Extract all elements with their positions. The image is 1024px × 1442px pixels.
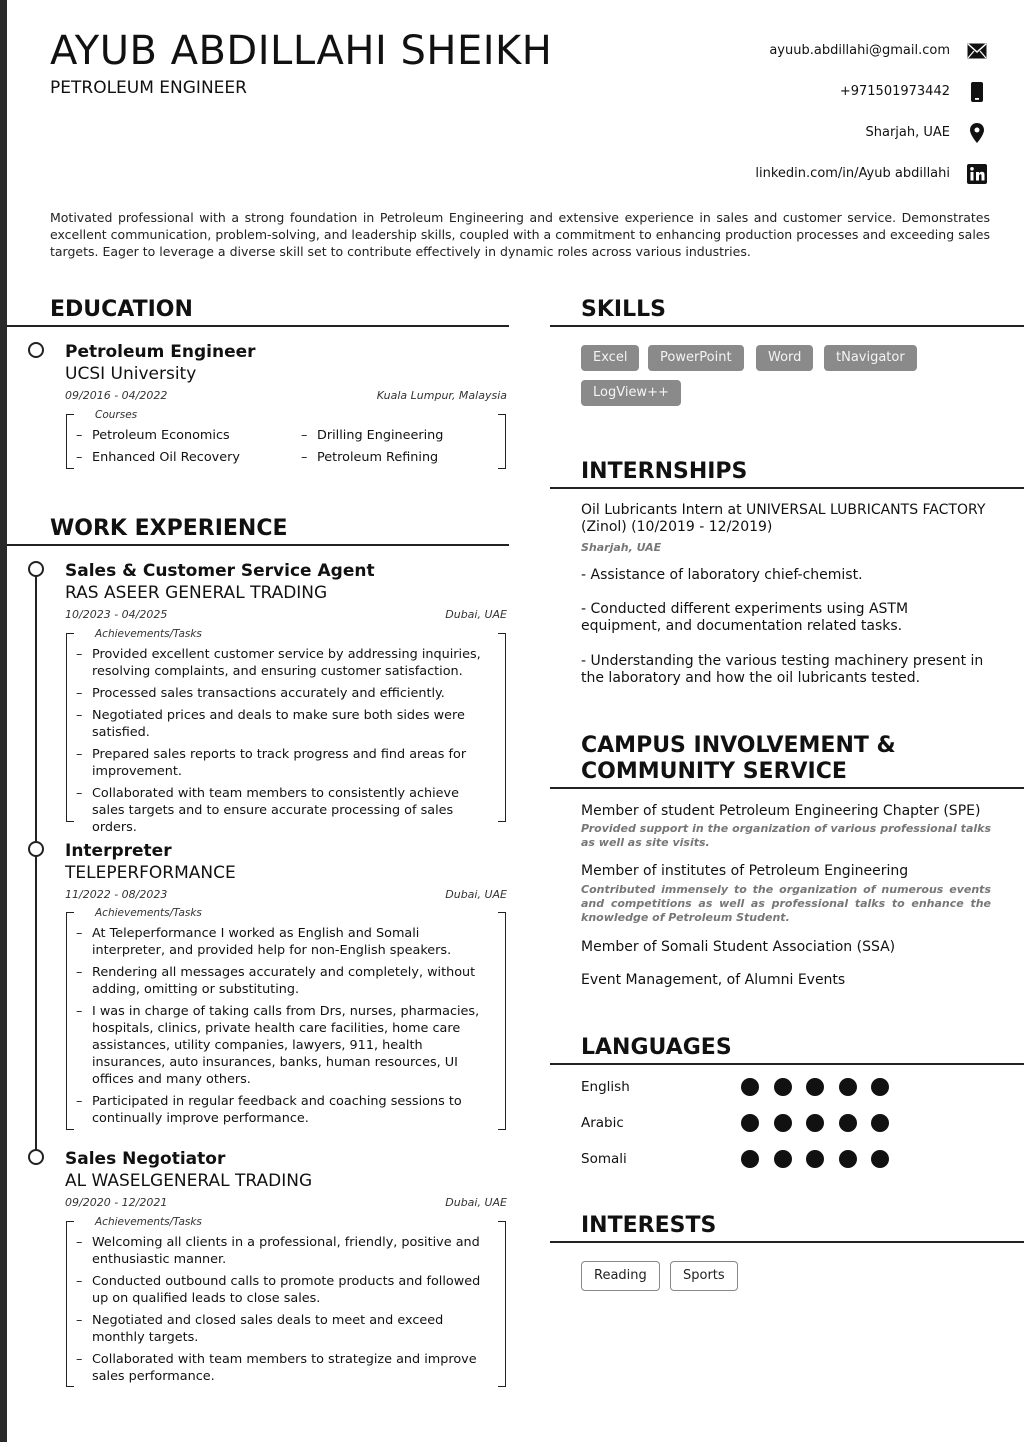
- work-heading: WORK EXPERIENCE: [50, 516, 288, 541]
- skills-heading: SKILLS: [581, 297, 666, 322]
- candidate-name: AYUB ABDILLAHI SHEIKH: [50, 28, 553, 74]
- internship-point: - Assistance of laboratory chief-chemist.: [581, 567, 863, 583]
- envelope-icon: [966, 40, 988, 62]
- task-item: – Conducted outbound calls to promote products and followed up on qualified leads to close sales.: [76, 1273, 492, 1307]
- tasks-label: Achievements/Tasks: [95, 1216, 202, 1228]
- courses-box: [66, 409, 506, 469]
- job-dates: 09/2020 - 12/2021: [65, 1196, 168, 1209]
- task-item: – Negotiated prices and deals to make sure both sides were satisfied.: [76, 707, 492, 741]
- task-item: – Participated in regular feedback and coaching sessions to continually improve performance.: [76, 1093, 492, 1127]
- tasks-box: [66, 628, 506, 835]
- course-item: – Drilling Engineering: [301, 427, 501, 444]
- course-item: – Petroleum Refining: [301, 449, 501, 466]
- level-dot: [741, 1078, 759, 1096]
- level-dot: [806, 1150, 824, 1168]
- location-text: Sharjah, UAE: [865, 125, 950, 140]
- level-dot: [741, 1114, 759, 1132]
- campus-item-title: Member of Somali Student Association (SSA): [581, 939, 896, 955]
- job-location: Dubai, UAE: [445, 608, 507, 621]
- job-location: Dubai, UAE: [445, 1196, 507, 1209]
- job-entry: [65, 841, 507, 901]
- level-dot: [871, 1114, 889, 1132]
- interest-chip: Sports: [670, 1261, 738, 1291]
- contact-location: [588, 112, 988, 153]
- tasks-label: Achievements/Tasks: [95, 628, 202, 640]
- task-item: – Processed sales transactions accurately and efficiently.: [76, 685, 492, 702]
- task-item: – Provided excellent customer service by addressing inquiries, resolving complaints, and ensuring customer satisfaction.: [76, 646, 492, 680]
- language-row: [581, 1078, 904, 1096]
- job-dot: [28, 1149, 44, 1165]
- tasks-box: [66, 1216, 506, 1387]
- level-dot: [871, 1078, 889, 1096]
- tasks-label: Achievements/Tasks: [95, 907, 202, 919]
- internships-rule: [550, 487, 1024, 489]
- education-location: Kuala Lumpur, Malaysia: [376, 389, 507, 402]
- left-accent-bar: [0, 0, 7, 1442]
- language-row: [581, 1114, 904, 1132]
- education-dates: 09/2016 - 04/2022: [65, 389, 168, 402]
- job-role: Interpreter: [65, 841, 172, 861]
- level-dot: [774, 1078, 792, 1096]
- task-item: – Welcoming all clients in a professional, friendly, positive and enthusiastic manner.: [76, 1234, 492, 1268]
- campus-item-title: Member of institutes of Petroleum Engineering: [581, 863, 909, 879]
- campus-item-title: Event Management, of Alumni Events: [581, 972, 846, 988]
- profile-summary: Motivated professional with a strong foundation in Petroleum Engineering and extensive experience in sales and customer service. Demonstrates excellent communication, problem-solving, and leadership skills, coupled with a commitment to enhancing production processes and exceeding sales targets. Eager to leverage a diverse skill set to contribute effectively in dynamic roles across various industries.: [50, 210, 990, 259]
- campus-rule: [550, 787, 1024, 789]
- language-name: Somali: [581, 1151, 627, 1167]
- education-dot: [28, 342, 44, 358]
- level-dot: [839, 1150, 857, 1168]
- job-role: Sales & Customer Service Agent: [65, 561, 375, 581]
- education-rule: [7, 325, 509, 327]
- internship-point: - Understanding the various testing machinery present in the laboratory and how the oil lubricants tested.: [581, 653, 984, 686]
- candidate-title: PETROLEUM ENGINEER: [50, 78, 247, 98]
- education-school: UCSI University: [65, 364, 197, 384]
- job-company: TELEPERFORMANCE: [65, 863, 236, 883]
- language-row: [581, 1150, 904, 1168]
- job-company: RAS ASEER GENERAL TRADING: [65, 583, 328, 603]
- internships-heading: INTERNSHIPS: [581, 459, 748, 484]
- phone-icon: [966, 81, 988, 103]
- course-item: – Petroleum Economics: [76, 427, 301, 444]
- internship-location: Sharjah, UAE: [581, 541, 662, 554]
- languages-rule: [550, 1063, 1024, 1065]
- courses-label: Courses: [95, 409, 138, 421]
- work-rule: [7, 544, 509, 546]
- interest-chip: Reading: [581, 1261, 660, 1291]
- linkedin-icon: [966, 163, 988, 185]
- skill-chip: Word: [756, 345, 813, 371]
- education-entry: [65, 342, 507, 402]
- level-dot: [774, 1150, 792, 1168]
- contact-email[interactable]: [588, 30, 988, 71]
- contact-phone[interactable]: [588, 71, 988, 112]
- campus-heading-line1: CAMPUS INVOLVEMENT &: [581, 733, 896, 758]
- job-dot: [28, 561, 44, 577]
- level-dot: [806, 1114, 824, 1132]
- task-item: – Prepared sales reports to track progress and find areas for improvement.: [76, 746, 492, 780]
- task-item: – At Teleperformance I worked as English and Somali interpreter, and provided help for non-English speakers.: [76, 925, 492, 959]
- course-item: – Enhanced Oil Recovery: [76, 449, 301, 466]
- level-dot: [839, 1078, 857, 1096]
- education-heading: EDUCATION: [50, 297, 193, 322]
- work-timeline-line: [35, 574, 37, 1156]
- job-role: Sales Negotiator: [65, 1149, 226, 1169]
- internship-title: Oil Lubricants Intern at UNIVERSAL LUBRICANTS FACTORY (Zinol) (10/2019 - 12/2019): [581, 502, 986, 535]
- campus-item-title: Member of student Petroleum Engineering Chapter (SPE): [581, 803, 981, 819]
- location-pin-icon: [966, 122, 988, 144]
- level-dot: [806, 1078, 824, 1096]
- task-item: – Negotiated and closed sales deals to meet and exceed monthly targets.: [76, 1312, 492, 1346]
- job-dates: 11/2022 - 08/2023: [65, 888, 168, 901]
- level-dot: [839, 1114, 857, 1132]
- skill-chip: LogView++: [581, 380, 681, 406]
- interests-rule: [550, 1241, 1024, 1243]
- campus-heading: [581, 733, 896, 785]
- language-name: Arabic: [581, 1115, 624, 1131]
- phone-text[interactable]: +971501973442: [839, 84, 950, 99]
- linkedin-text[interactable]: linkedin.com/in/Ayub abdillahi: [755, 166, 950, 181]
- interests-heading: INTERESTS: [581, 1213, 717, 1238]
- campus-item-desc: Contributed immensely to the organization of numerous events and competitions as well as professional talks to enhance the knowledge of Petroleum Student.: [581, 883, 991, 924]
- internship-point: - Conducted different experiments using ASTM equipment, and documentation related tasks.: [581, 601, 909, 634]
- job-location: Dubai, UAE: [445, 888, 507, 901]
- skill-chip: Excel: [581, 345, 639, 371]
- task-item: – Rendering all messages accurately and completely, without adding, omitting or substituting.: [76, 964, 492, 998]
- skills-rule: [550, 325, 1024, 327]
- job-dot: [28, 841, 44, 857]
- language-name: English: [581, 1079, 630, 1095]
- skill-chip: tNavigator: [824, 345, 917, 371]
- job-entry: [65, 1149, 507, 1209]
- level-dot: [774, 1114, 792, 1132]
- task-item: – Collaborated with team members to consistently achieve sales targets and to ensure accurate processing of sales orders.: [76, 785, 492, 836]
- level-dot: [871, 1150, 889, 1168]
- campus-heading-line2: COMMUNITY SERVICE: [581, 759, 847, 784]
- email-text[interactable]: ayuub.abdillahi@gmail.com: [769, 43, 950, 58]
- job-dates: 10/2023 - 04/2025: [65, 608, 168, 621]
- languages-heading: LANGUAGES: [581, 1035, 732, 1060]
- level-dot: [741, 1150, 759, 1168]
- campus-item-desc: Provided support in the organization of various professional talks as well as site visits.: [581, 822, 991, 849]
- tasks-box: [66, 907, 506, 1130]
- task-item: – Collaborated with team members to strategize and improve sales performance.: [76, 1351, 492, 1385]
- skill-chip: PowerPoint: [648, 345, 744, 371]
- task-item: – I was in charge of taking calls from Drs, nurses, pharmacies, hospitals, clinics, private health care facilities, home care assistances, utility companies, lawyers, 911, health insurances, auto insurances, banks, human resources, UI offices and many others.: [76, 1003, 492, 1088]
- contact-linkedin[interactable]: [588, 153, 988, 194]
- job-entry: [65, 561, 507, 621]
- job-company: AL WASELGENERAL TRADING: [65, 1171, 313, 1191]
- education-degree: Petroleum Engineer: [65, 342, 256, 362]
- contact-list: [588, 30, 988, 194]
